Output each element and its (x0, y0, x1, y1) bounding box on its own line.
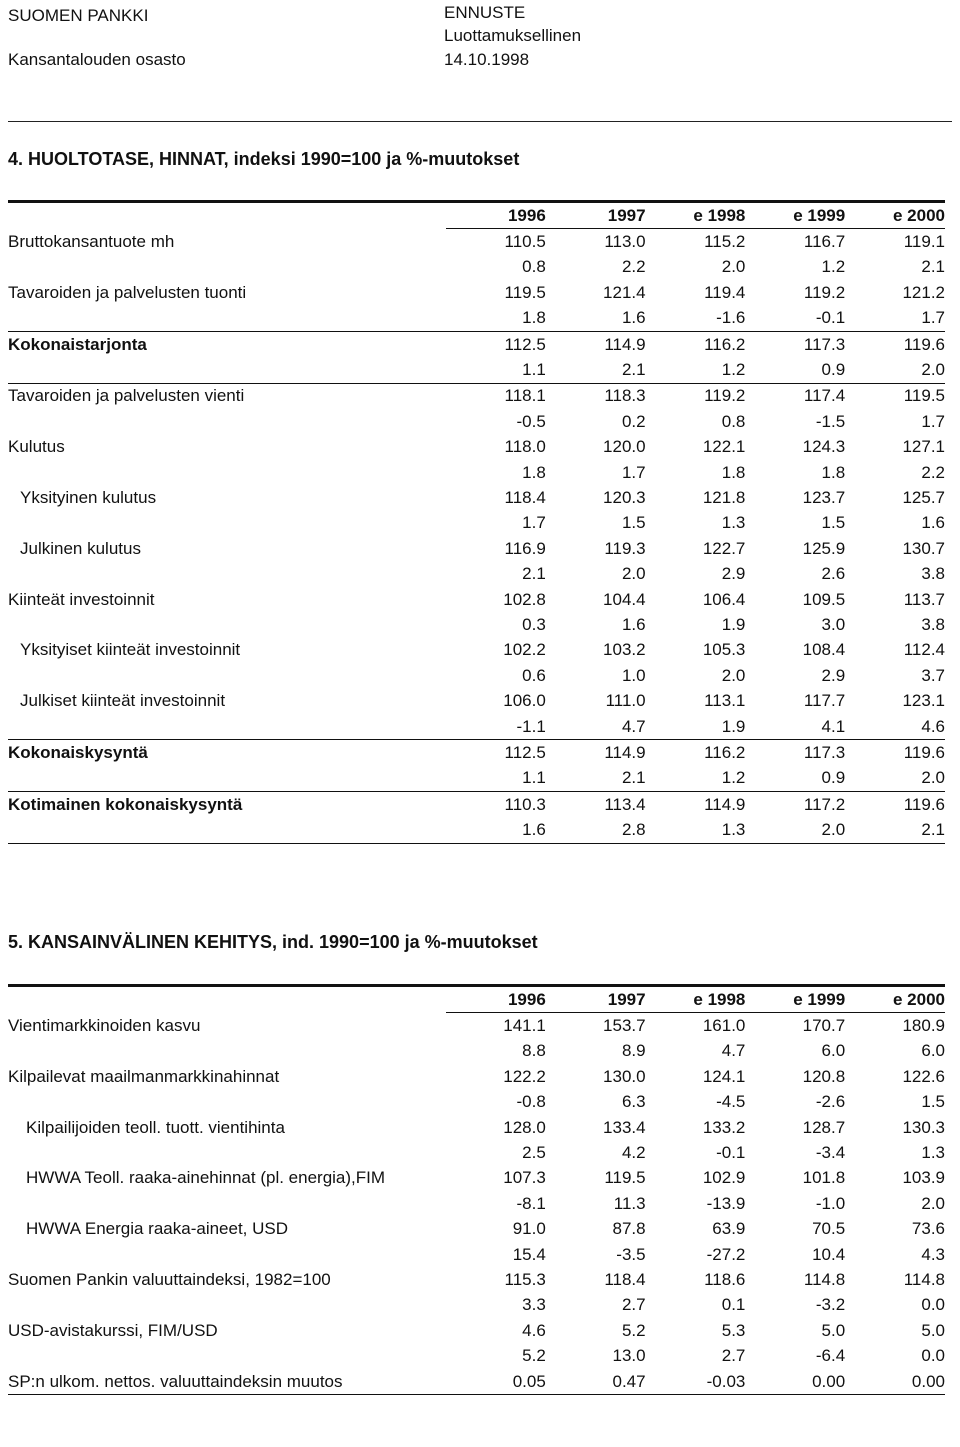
pct-change-value: 3.3 (522, 1295, 546, 1315)
index-value: 5.0 (921, 1320, 945, 1340)
row-label: Kiinteät investoinnit (8, 589, 155, 609)
index-value: 73.6 (911, 1219, 945, 1239)
pct-change-value: -4.5 (716, 1092, 746, 1112)
index-value: 114.9 (604, 334, 646, 354)
pct-change-value: -27.2 (706, 1244, 746, 1264)
index-value: 122.2 (503, 1066, 546, 1086)
change-row (8, 460, 945, 485)
pct-change-value: 2.0 (745, 817, 845, 843)
index-value: 120.8 (802, 1066, 846, 1086)
year-header: e 2000 (845, 202, 945, 229)
pct-change-value: -3.5 (616, 1244, 646, 1264)
year-header: 1997 (546, 202, 646, 229)
table-row (8, 1166, 945, 1191)
index-value: 125.7 (902, 487, 945, 507)
index-value: 141.1 (503, 1016, 546, 1036)
index-value: 110.5 (504, 232, 546, 252)
pct-change-value: 1.6 (921, 513, 945, 533)
row-label: Bruttokansantuote mh (8, 231, 175, 251)
index-value: 111.0 (605, 691, 646, 711)
pct-change-value: -1.0 (815, 1193, 846, 1213)
pct-change-value: -8.1 (516, 1193, 546, 1213)
table-row (8, 383, 945, 409)
pct-change-value: 8.9 (621, 1041, 646, 1061)
index-value: 116.2 (704, 742, 746, 762)
table5 (8, 984, 945, 1395)
pct-change-value: 0.2 (621, 411, 646, 431)
table4-title: 4. HUOLTOTASE, HINNAT, indeksi 1990=100 ja %-muutokset (8, 149, 520, 169)
pct-change-value: 13.0 (612, 1346, 646, 1366)
pct-change-value: -0.8 (516, 1092, 546, 1112)
year-header: e 1999 (745, 986, 845, 1013)
index-value: 102.9 (702, 1168, 746, 1188)
pct-change-value: -2.6 (815, 1092, 846, 1112)
pct-change-value: 1.9 (646, 714, 746, 740)
index-value: 63.9 (712, 1219, 746, 1239)
index-value: 119.6 (903, 742, 945, 762)
table5-header-row (8, 986, 945, 1013)
row-label: Kulutus (8, 437, 65, 457)
row-label: Kilpailevat maailmanmarkkinahinnat (8, 1066, 280, 1086)
pct-change-value: 2.0 (721, 665, 746, 685)
table-row (8, 638, 945, 663)
table-row (8, 435, 945, 460)
index-value: 122.7 (702, 538, 746, 558)
index-value: 117.7 (803, 691, 846, 711)
pct-change-value: -3.4 (815, 1143, 846, 1163)
row-label: USD-avistakurssi, FIM/USD (8, 1320, 218, 1340)
pct-change-value: 1.2 (646, 766, 746, 792)
pct-change-value: 4.2 (621, 1143, 646, 1163)
index-value: 128.7 (802, 1117, 846, 1137)
index-value: 107.3 (503, 1168, 546, 1188)
pct-change-value: 1.5 (921, 1092, 945, 1112)
pct-change-value: 6.0 (921, 1041, 945, 1061)
table5-title: 5. KANSAINVÄLINEN KEHITYS, ind. 1990=100 ja %-muutokset (8, 932, 538, 952)
change-row (8, 1140, 945, 1165)
index-value: 117.3 (803, 334, 846, 354)
index-value: 118.4 (504, 487, 546, 507)
index-value: 119.5 (604, 1168, 646, 1188)
index-value: 103.9 (902, 1168, 945, 1188)
pct-change-value: -0.1 (716, 1143, 746, 1163)
index-value: 103.2 (603, 640, 646, 660)
table-row (8, 331, 945, 357)
change-row (8, 306, 945, 332)
index-value: 119.4 (704, 282, 746, 302)
change-row (8, 1191, 945, 1216)
change-row (8, 255, 945, 280)
index-value: 5.2 (621, 1320, 646, 1340)
pct-change-value: 2.6 (821, 564, 846, 584)
year-header: e 2000 (845, 986, 945, 1013)
table-row (8, 1369, 945, 1395)
change-row (8, 1039, 945, 1064)
pct-change-value: 4.3 (921, 1244, 945, 1264)
change-row (8, 817, 945, 843)
index-value: 101.8 (802, 1168, 846, 1188)
pct-change-value: 1.7 (845, 306, 945, 332)
pct-change-value: 2.5 (522, 1143, 546, 1163)
pct-change-value: -6.4 (815, 1346, 846, 1366)
table-row (8, 536, 945, 561)
row-label: Kokonaiskysyntä (8, 742, 148, 762)
pct-change-value: 2.2 (621, 257, 646, 277)
index-value: 123.7 (802, 487, 846, 507)
index-value: 102.8 (503, 589, 546, 609)
row-label: Kotimainen kokonaiskysyntä (8, 794, 243, 814)
index-value: 114.9 (704, 794, 746, 814)
index-value: 116.7 (803, 232, 846, 252)
index-value: 114.8 (903, 1269, 945, 1289)
index-value: 0.47 (546, 1369, 646, 1395)
year-header: e 1999 (745, 202, 845, 229)
index-value: 91.0 (512, 1219, 546, 1239)
pct-change-value: 3.7 (921, 665, 945, 685)
change-row (8, 409, 945, 434)
pct-change-value: 3.0 (821, 614, 846, 634)
pct-change-value: 2.7 (621, 1295, 646, 1315)
index-value: 127.1 (902, 437, 945, 457)
row-label: HWWA Energia raaka-aineet, USD (26, 1219, 289, 1239)
pct-change-value: 1.3 (721, 513, 746, 533)
pct-change-value: 4.7 (721, 1041, 746, 1061)
year-header: 1997 (546, 986, 646, 1013)
pct-change-value: 1.5 (821, 513, 846, 533)
index-value: 112.4 (903, 640, 945, 660)
index-value: 124.1 (702, 1066, 746, 1086)
table-row (8, 1267, 945, 1292)
table-row (8, 740, 945, 766)
index-value: 105.3 (702, 640, 746, 660)
index-value: 125.9 (802, 538, 846, 558)
pct-change-value: 2.0 (621, 564, 646, 584)
row-label: Tavaroiden ja palvelusten tuonti (8, 282, 247, 302)
table4-header-row (8, 202, 945, 229)
pct-change-value: 8.8 (522, 1041, 546, 1061)
pct-change-value: 1.2 (821, 257, 846, 277)
pct-change-value: -1.6 (646, 306, 746, 332)
pct-change-value: 0.0 (921, 1346, 945, 1366)
pct-change-value: 2.1 (546, 766, 646, 792)
pct-change-value: 1.8 (721, 462, 746, 482)
index-value: 133.4 (603, 1117, 646, 1137)
index-value: 119.3 (604, 538, 646, 558)
index-value: 119.6 (903, 334, 945, 354)
pct-change-value: 1.9 (721, 614, 746, 634)
index-value: 180.9 (902, 1016, 945, 1036)
row-label: SP:n ulkom. nettos. valuuttaindeksin muutos (8, 1369, 446, 1395)
pct-change-value: 1.6 (621, 614, 646, 634)
pct-change-value: 6.0 (821, 1041, 846, 1061)
table-row (8, 1064, 945, 1089)
pct-change-value: 1.7 (522, 513, 546, 533)
change-row (8, 1343, 945, 1368)
pct-change-value: 4.1 (745, 714, 845, 740)
table-row (8, 1013, 945, 1039)
pct-change-value: 1.7 (621, 462, 646, 482)
index-value: 5.0 (821, 1320, 846, 1340)
pct-change-value: 1.1 (446, 357, 546, 383)
index-value: 120.0 (603, 437, 646, 457)
pct-change-value: -0.1 (745, 306, 845, 332)
index-value: 121.2 (902, 282, 945, 302)
index-value: 113.1 (704, 691, 746, 711)
pct-change-value: 2.8 (546, 817, 646, 843)
pct-change-value: 1.2 (646, 357, 746, 383)
pct-change-value: 1.3 (646, 817, 746, 843)
pct-change-value: 1.7 (921, 411, 945, 431)
classification: Luottamuksellinen (444, 26, 582, 45)
index-value: 114.9 (604, 742, 646, 762)
pct-change-value: 1.8 (522, 462, 546, 482)
year-header: 1996 (446, 986, 546, 1013)
pct-change-value: 6.3 (621, 1092, 646, 1112)
pct-change-value: 2.7 (721, 1346, 746, 1366)
index-value: 130.0 (603, 1066, 646, 1086)
index-value: 113.4 (604, 794, 646, 814)
year-header: e 1998 (646, 986, 746, 1013)
pct-change-value: 0.9 (745, 357, 845, 383)
index-value: 121.4 (603, 282, 646, 302)
index-value: 118.0 (504, 437, 546, 457)
pct-change-value: 1.6 (546, 306, 646, 332)
change-row (8, 766, 945, 792)
index-value: 115.3 (504, 1269, 546, 1289)
change-row (8, 561, 945, 586)
pct-change-value: -1.1 (446, 714, 546, 740)
pct-change-value: 2.1 (522, 564, 546, 584)
pct-change-value: 0.0 (921, 1295, 945, 1315)
pct-change-value: 0.3 (522, 614, 546, 634)
change-row (8, 1090, 945, 1115)
pct-change-value: 0.1 (721, 1295, 746, 1315)
row-label: Vientimarkkinoiden kasvu (8, 1015, 201, 1035)
pct-change-value: 3.8 (921, 614, 945, 634)
pct-change-value: 0.8 (522, 257, 546, 277)
index-value: 118.6 (704, 1269, 746, 1289)
index-value: 5.3 (721, 1320, 746, 1340)
pct-change-value: 2.9 (721, 564, 746, 584)
pct-change-value: 1.3 (921, 1143, 945, 1163)
pct-change-value: 1.8 (821, 462, 846, 482)
pct-change-value: -0.5 (516, 411, 546, 431)
change-row (8, 612, 945, 637)
index-value: 112.5 (504, 334, 546, 354)
index-value: 102.2 (503, 640, 546, 660)
index-value: 118.4 (604, 1269, 646, 1289)
index-value: 153.7 (603, 1016, 646, 1036)
index-value: 104.4 (603, 589, 646, 609)
index-value: 119.2 (803, 282, 846, 302)
pct-change-value: 4.6 (845, 714, 945, 740)
index-value: 119.5 (504, 282, 546, 302)
pct-change-value: 10.4 (812, 1244, 846, 1264)
index-value: 0.00 (745, 1369, 845, 1395)
table-row (8, 587, 945, 612)
pct-change-value: 2.2 (921, 462, 945, 482)
pct-change-value: 2.1 (921, 257, 945, 277)
index-value: 119.5 (903, 386, 945, 406)
doc-type: ENNUSTE (444, 3, 526, 22)
index-value: 114.8 (803, 1269, 846, 1289)
index-value: 112.5 (504, 742, 546, 762)
row-label: HWWA Teoll. raaka-ainehinnat (pl. energia),FIM (26, 1168, 386, 1188)
index-value: 130.7 (902, 538, 945, 558)
change-row (8, 663, 945, 688)
row-label: Julkinen kulutus (20, 538, 141, 558)
table4 (8, 200, 945, 844)
year-header: 1996 (446, 202, 546, 229)
table-row (8, 1318, 945, 1343)
org-name: SUOMEN PANKKI (8, 6, 149, 25)
year-header: e 1998 (646, 202, 746, 229)
row-label: Kilpailijoiden teoll. tuott. vientihinta (26, 1117, 285, 1137)
table-row (8, 280, 945, 305)
index-value: 123.1 (902, 691, 945, 711)
change-row (8, 511, 945, 536)
pct-change-value: 4.7 (546, 714, 646, 740)
pct-change-value: -13.9 (706, 1193, 746, 1213)
index-value: 170.7 (802, 1016, 846, 1036)
pct-change-value: 2.9 (821, 665, 846, 685)
department: Kansantalouden osasto (8, 50, 186, 69)
index-value: 113.7 (903, 589, 945, 609)
index-value: 116.2 (704, 334, 746, 354)
pct-change-value: 2.1 (845, 817, 945, 843)
table-row (8, 688, 945, 713)
header-divider (8, 121, 952, 122)
index-value: 124.3 (802, 437, 846, 457)
index-value: 119.2 (704, 386, 746, 406)
row-label: Julkiset kiinteät investoinnit (20, 691, 226, 711)
pct-change-value: 0.6 (522, 665, 546, 685)
index-value: 113.0 (604, 232, 646, 252)
index-value: 0.00 (845, 1369, 945, 1395)
row-label: Yksityiset kiinteät investoinnit (20, 640, 241, 660)
index-value: 128.0 (503, 1117, 546, 1137)
table-row (8, 229, 945, 255)
index-value: 117.4 (803, 386, 846, 406)
index-value: 119.1 (903, 232, 945, 252)
pct-change-value: 0.8 (721, 411, 746, 431)
index-value: 106.4 (702, 589, 746, 609)
index-value: 120.3 (603, 487, 646, 507)
pct-change-value: 15.4 (512, 1244, 546, 1264)
pct-change-value: 5.2 (522, 1346, 546, 1366)
index-value: 117.3 (803, 742, 846, 762)
index-value: 116.9 (504, 538, 546, 558)
pct-change-value: 2.0 (721, 257, 746, 277)
pct-change-value: 1.0 (621, 665, 646, 685)
row-label: Kokonaistarjonta (8, 334, 147, 354)
doc-date: 14.10.1998 (444, 50, 530, 69)
row-label: Yksityinen kulutus (20, 487, 157, 507)
pct-change-value: 2.0 (845, 357, 945, 383)
index-value: 121.8 (702, 487, 746, 507)
index-value: 0.05 (446, 1369, 546, 1395)
row-label: Suomen Pankin valuuttaindeksi, 1982=100 (8, 1269, 331, 1289)
table-row (8, 1115, 945, 1140)
pct-change-value: 2.0 (921, 1193, 945, 1213)
index-value: 108.4 (802, 640, 846, 660)
pct-change-value: 1.6 (446, 817, 546, 843)
index-value: 110.3 (504, 794, 546, 814)
index-value: 118.1 (504, 386, 546, 406)
index-value: 117.2 (803, 794, 846, 814)
table-row (8, 1217, 945, 1242)
pct-change-value: 1.5 (621, 513, 646, 533)
index-value: 106.0 (503, 691, 546, 711)
pct-change-value: 11.3 (613, 1193, 646, 1213)
pct-change-value: 2.1 (546, 357, 646, 383)
index-value: 4.6 (522, 1320, 546, 1340)
change-row (8, 1242, 945, 1267)
change-row (8, 714, 945, 740)
pct-change-value: 0.9 (745, 766, 845, 792)
pct-change-value: 2.0 (845, 766, 945, 792)
index-value: 122.6 (902, 1066, 945, 1086)
change-row (8, 357, 945, 383)
pct-change-value: -3.2 (815, 1295, 846, 1315)
index-value: 122.1 (702, 437, 746, 457)
table-row (8, 485, 945, 510)
index-value: 161.0 (702, 1016, 746, 1036)
index-value: 118.3 (604, 386, 646, 406)
index-value: 115.2 (704, 232, 746, 252)
index-value: 133.2 (702, 1117, 746, 1137)
index-value: 119.6 (903, 794, 945, 814)
table-row (8, 791, 945, 817)
index-value: 70.5 (812, 1219, 846, 1239)
index-value: 87.8 (612, 1219, 646, 1239)
pct-change-value: 1.8 (446, 306, 546, 332)
pct-change-value: -1.5 (815, 411, 846, 431)
change-row (8, 1293, 945, 1318)
pct-change-value: 3.8 (921, 564, 945, 584)
row-label: Tavaroiden ja palvelusten vienti (8, 386, 245, 406)
index-value: 109.5 (802, 589, 846, 609)
pct-change-value: 1.1 (446, 766, 546, 792)
index-value: 130.3 (902, 1117, 945, 1137)
index-value: -0.03 (646, 1369, 746, 1395)
